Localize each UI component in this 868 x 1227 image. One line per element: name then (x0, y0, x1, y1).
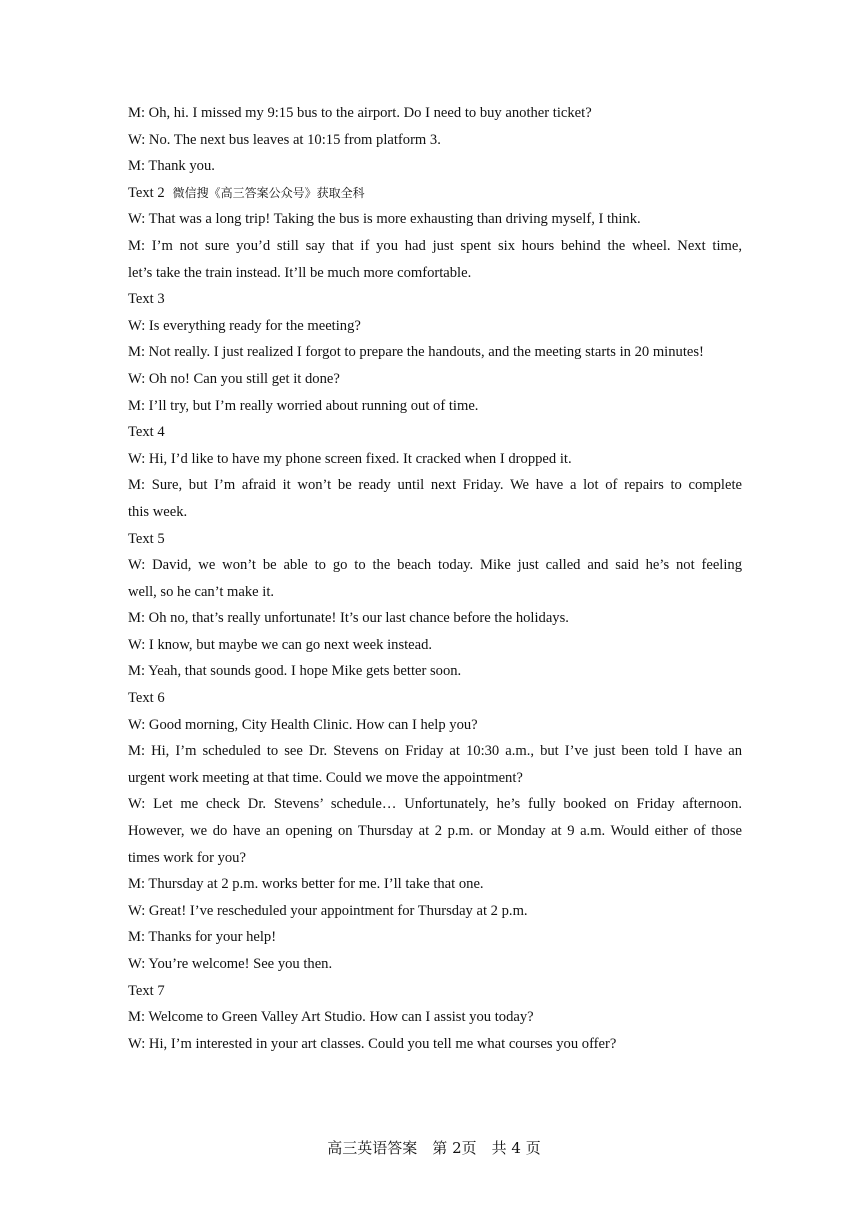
dialogue-line: M: Hi, I’m scheduled to see Dr. Stevens on Friday at 10:30 a.m., but I’ve just been told I have an (128, 743, 742, 760)
dialogue-line: W: Hi, I’m interested in your art classes. Could you tell me what courses you offer? (128, 1035, 617, 1052)
dialogue-line: urgent work meeting at that time. Could we move the appointment? (128, 769, 523, 786)
dialogue-line: M: Oh no, that’s really unfortunate! It’s our last chance before the holidays. (128, 610, 569, 627)
dialogue-line: M: Yeah, that sounds good. I hope Mike gets better soon. (128, 663, 462, 680)
section-title: Text 3 (128, 291, 165, 308)
watermark-note: 微信搜《高三答案公众号》获取全科 (172, 185, 365, 200)
dialogue-line: W: Great! I’ve rescheduled your appointment for Thursday at 2 p.m. (128, 902, 528, 919)
dialogue-line: M: Thanks for your help! (128, 929, 277, 946)
dialogue-line: M: Sure, but I’m afraid it won’t be ready until next Friday. We have a lot of repairs to complete (128, 477, 742, 494)
dialogue-line: W: That was a long trip! Taking the bus is more exhausting than driving myself, I think. (128, 211, 641, 228)
dialogue-line: this week. (128, 503, 188, 520)
dialogue-line: M: Oh, hi. I missed my 9:15 bus to the airport. Do I need to buy another ticket? (128, 105, 592, 121)
dialogue-line: let’s take the train instead. It’ll be much more comfortable. (128, 264, 472, 281)
dialogue-line: M: I’m not sure you’d still say that if you had just spent six hours behind the wheel. Next time, (128, 237, 742, 254)
dialogue-line: M: Thank you. (128, 158, 215, 175)
section-title: Text 4 (128, 424, 165, 441)
dialogue-line: W: No. The next bus leaves at 10:15 from platform 3. (128, 131, 441, 148)
section-heading (128, 180, 742, 207)
dialogue-line: M: Not really. I just realized I forgot to prepare the handouts, and the meeting starts in 20 minutes! (128, 344, 704, 361)
dialogue-line: M: Thursday at 2 p.m. works better for me. I’ll take that one. (128, 876, 484, 893)
dialogue-line: times work for you? (128, 849, 246, 866)
dialogue-line: W: Hi, I’d like to have my phone screen fixed. It cracked when I dropped it. (128, 450, 572, 467)
dialogue-line: W: David, we won’t be able to go to the beach today. Mike just called and said he’s not feeling (128, 557, 742, 574)
section-title: Text 5 (128, 530, 165, 547)
section-title: Text 7 (128, 982, 165, 999)
dialogue-line: W: I know, but maybe we can go next week instead. (128, 636, 433, 653)
dialogue-line: W: You’re welcome! See you then. (128, 956, 333, 972)
dialogue-line: W: Is everything ready for the meeting? (128, 317, 361, 334)
dialogue-line: well, so he can’t make it. (128, 583, 275, 600)
dialogue-line: However, we do have an opening on Thursday at 2 p.m. or Monday at 9 a.m. Would either of those (128, 823, 742, 840)
dialogue-line: W: Oh no! Can you still get it done? (128, 370, 340, 387)
dialogue-line: W: Good morning, City Health Clinic. How can I help you? (128, 716, 478, 733)
page-footer: 高三英语答案 第 2页 共 4 页 (327, 1139, 541, 1157)
dialogue-line: M: I’ll try, but I’m really worried about running out of time. (128, 397, 479, 414)
dialogue-line: W: Let me check Dr. Stevens’ schedule… Unfortunately, he’s fully booked on Friday afternoon. (128, 796, 742, 813)
dialogue-line: M: Welcome to Green Valley Art Studio. How can I assist you today? (128, 1009, 534, 1026)
section-title: Text 2 (128, 184, 165, 201)
section-title: Text 6 (128, 690, 165, 707)
transcript (128, 100, 742, 1057)
